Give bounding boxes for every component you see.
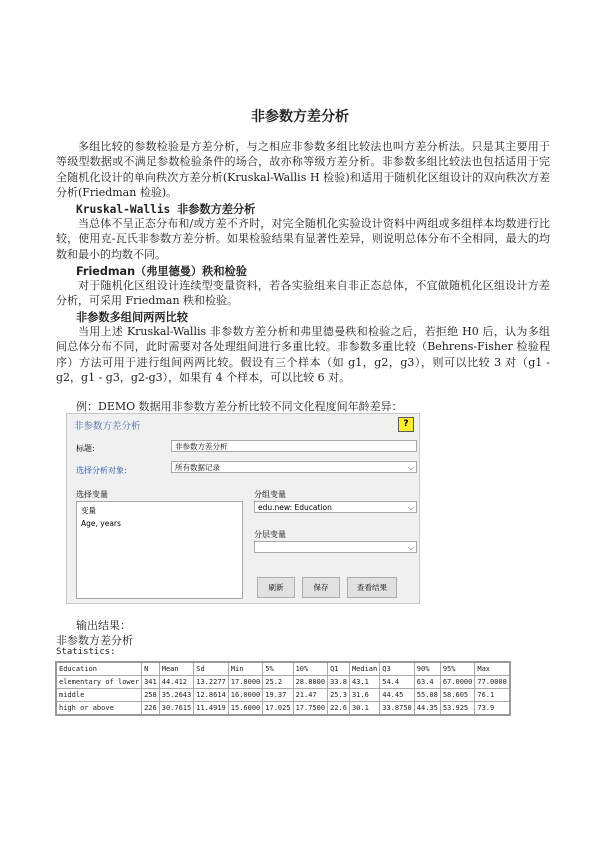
table-row	[56, 702, 510, 716]
title-input[interactable]: 非参数方差分析	[171, 440, 417, 452]
statistics-label: Statistics:	[56, 647, 116, 657]
strata-label: 分层变量	[254, 530, 286, 539]
table-cell: 43.1	[349, 676, 379, 689]
output-title: 非参数方差分析	[56, 634, 133, 647]
group-select[interactable]	[254, 501, 417, 513]
table-cell: 55.08	[414, 689, 440, 702]
strata-select[interactable]	[254, 541, 417, 553]
table-cell: 44.45	[380, 689, 415, 702]
target-label: 选择分析对象:	[76, 466, 127, 475]
column-header: 95%	[440, 662, 475, 676]
table-cell: 35.2643	[159, 689, 194, 702]
column-header: Max	[475, 662, 510, 676]
table-cell: 44.35	[414, 702, 440, 716]
table-cell: 44.412	[159, 676, 194, 689]
table-cell: 15.6000	[228, 702, 263, 716]
table-cell: 33.8750	[380, 702, 415, 716]
output-label: 输出结果：	[76, 619, 131, 632]
view-results-button[interactable]: 查看结果	[347, 577, 397, 598]
kw-heading: Kruskal-Wallis 非参数方差分析	[76, 203, 256, 216]
column-header: Min	[228, 662, 263, 676]
table-cell: 28.8000	[293, 676, 328, 689]
table-cell: 13.2277	[194, 676, 229, 689]
column-header: Sd	[194, 662, 229, 676]
table-cell: 67.0000	[440, 676, 475, 689]
nonparam-anova-dialog	[66, 413, 420, 604]
table-cell: 226	[142, 702, 160, 716]
column-header: 10%	[293, 662, 328, 676]
column-header: Education	[56, 662, 142, 676]
kw-paragraph: 当总体不呈正态分布和/或方差不齐时，对完全随机化实验设计资料中两组或多组样本均数进行比较，使用克-瓦氏非参数方差分析。如果检验结果有显著性差异，则说明总体分布不全相同，最大的均数和最小的均数不同。	[56, 217, 550, 261]
chevron-down-icon: ⌵	[407, 503, 414, 512]
table-cell: 30.7615	[159, 702, 194, 716]
column-header: Median	[349, 662, 379, 676]
group-select-value: edu.new: Education	[258, 503, 332, 512]
chevron-down-icon: ⌵	[407, 543, 414, 552]
table-cell: 17.8000	[228, 676, 263, 689]
table-cell: 16.0000	[228, 689, 263, 702]
dialog-title: 非参数方差分析	[74, 421, 141, 432]
help-button[interactable]: ?	[398, 417, 414, 432]
title-label: 标题:	[76, 444, 95, 453]
table-cell: 73.9	[475, 702, 510, 716]
table-cell: 21.47	[293, 689, 328, 702]
table-cell: 22.6	[328, 702, 350, 716]
column-header: Q1	[328, 662, 350, 676]
pairwise-paragraph: 当用上述 Kruskal-Wallis 非参数方差分析和弗里德曼秩和检验之后，若拒绝 H0 后，认为多组间总体分布不同，此时需要对各处理组间进行多重比较。非参数多重比较（Behrens-Fisher 检验程序）方法可用于进行组间两两比较。假设有三个样本（如 g1，g2，g3），则可以比较 3 对（g1 -g2，g1 - g3，g2-g3），如果有 4 个样本，可以比较 6 对。	[56, 325, 550, 385]
list-item[interactable]: 变量	[81, 506, 96, 515]
column-header: Mean	[159, 662, 194, 676]
table-cell: high or above	[56, 702, 142, 716]
table-cell: 25.3	[328, 689, 350, 702]
table-cell: 17.025	[263, 702, 293, 716]
table-cell: 76.1	[475, 689, 510, 702]
table-cell: 17.7500	[293, 702, 328, 716]
table-cell: 19.37	[263, 689, 293, 702]
friedman-paragraph: 对于随机化区组设计连续型变量资料，若各实验组来自非正态总体，不宜做随机化区组设计方差分析，可采用 Friedman 秩和检验。	[56, 279, 550, 308]
table-cell: 11.4919	[194, 702, 229, 716]
table-header-row	[56, 662, 510, 676]
list-item[interactable]: Age, years	[81, 519, 121, 528]
table-cell: 63.4	[414, 676, 440, 689]
vars-label: 选择变量	[76, 490, 108, 499]
page-title: 非参数方差分析	[251, 109, 349, 125]
group-label: 分组变量	[254, 490, 286, 499]
table-cell: 31.6	[349, 689, 379, 702]
variable-list[interactable]	[76, 501, 243, 599]
table-cell: 53.925	[440, 702, 475, 716]
table-cell: 12.8614	[194, 689, 229, 702]
table-row	[56, 676, 510, 689]
table-cell: 30.1	[349, 702, 379, 716]
table-cell: middle	[56, 689, 142, 702]
target-select[interactable]	[171, 461, 417, 473]
column-header: N	[142, 662, 160, 676]
table-cell: 33.8	[328, 676, 350, 689]
refresh-button[interactable]: 刷新	[257, 577, 295, 598]
table-row	[56, 689, 510, 702]
example-caption: 例：DEMO 数据用非参数方差分析比较不同文化程度间年龄差异：	[76, 400, 403, 413]
intro-paragraph: 多组比较的参数检验是方差分析，与之相应非参数多组比较法也叫方差分析法。只是其主要用于等级型数据或不满足参数检验条件的场合，故亦称等级方差分析。非参数多组比较法也包括适用于完全随机化设计的单向秩次方差分析(Kruskal-Wallis H 检验)和适用于随机化区组设计的双向秩次方差分析(Friedman 检验)。	[56, 140, 550, 200]
target-select-value: 所有数据记录	[175, 463, 220, 472]
column-header: Q3	[380, 662, 415, 676]
table-cell: 54.4	[380, 676, 415, 689]
table-cell: 77.0000	[475, 676, 510, 689]
table-cell: 25.2	[263, 676, 293, 689]
table-cell: 341	[142, 676, 160, 689]
statistics-table	[55, 661, 511, 716]
column-header: 90%	[414, 662, 440, 676]
table-cell: 258	[142, 689, 160, 702]
save-button[interactable]: 保存	[302, 577, 340, 598]
friedman-heading: Friedman（弗里德曼）秩和检验	[76, 265, 247, 278]
table-cell: 58.605	[440, 689, 475, 702]
column-header: 5%	[263, 662, 293, 676]
table-cell: elementary of lower	[56, 676, 142, 689]
chevron-down-icon: ⌵	[407, 463, 414, 472]
pairwise-heading: 非参数多组间两两比较	[76, 311, 188, 324]
